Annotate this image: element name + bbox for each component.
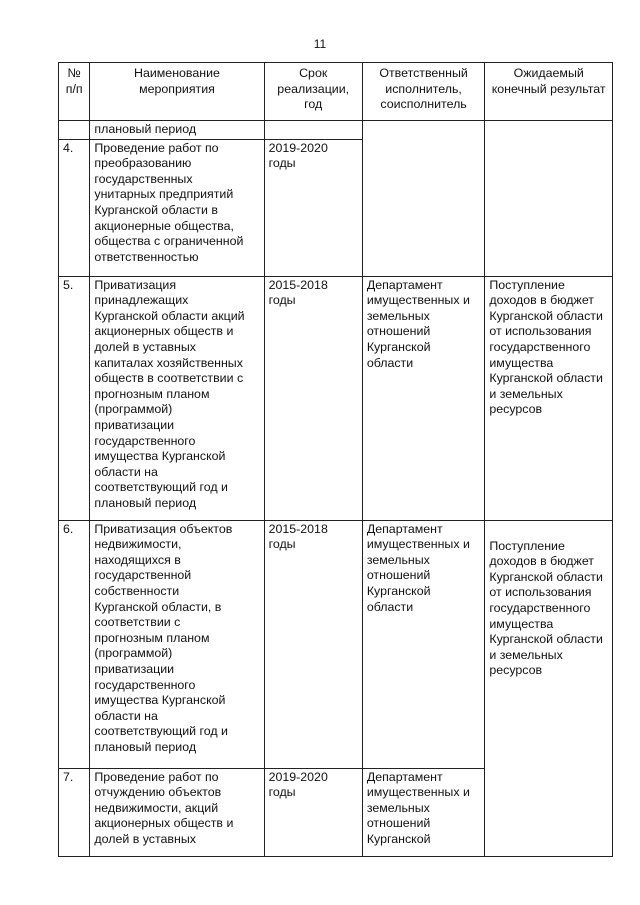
header-number: № п/п <box>59 63 90 121</box>
measures-table <box>58 62 613 857</box>
row-executor: Департамент имущественных и земельных отношений Курганской области <box>362 520 485 768</box>
row-name: Проведение работ по отчуждению объектов недвижимости, акций акционерных обществ и долей в уставных <box>90 768 264 856</box>
row-name: Приватизация объектов недвижимости, находящихся в государственной собственности Курганской области, в соответствии с прогнозным планом (программой) приватизации государственного имущества Курганской области на соответствующий год и плановый период <box>90 520 264 768</box>
table-row <box>59 520 613 768</box>
row-term: 2015-2018 годы <box>264 520 362 768</box>
row-term <box>264 121 362 140</box>
row-result: Поступление доходов в бюджет Курганской области от использования государственного имущества Курганской области и земельных ресурсов <box>485 276 613 520</box>
page-number: 11 <box>313 37 327 51</box>
table-row <box>59 121 613 140</box>
row-name: Приватизация принадлежащих Курганской области акций акционерных обществ и долей в уставных капиталах хозяйственных обществ в соответствии с прогнозным планом (программой) приватизации государственного имущества Курганской области на соответствующий год и плановый период <box>90 276 264 520</box>
row-executor: Департамент имущественных и земельных отношений Курганской области <box>362 276 485 520</box>
row-name: Проведение работ по преобразованию государственных унитарных предприятий Курганской области в акционерные общества, общества с ограниченной ответственностью <box>90 139 264 276</box>
row-number: 6. <box>59 520 90 768</box>
row-name: плановый период <box>90 121 264 140</box>
row-result: Поступление доходов в бюджет Курганской области от использования государственного имущества Курганской области и земельных ресурсов <box>485 520 613 856</box>
table-header-row <box>59 63 613 121</box>
row-number: 4. <box>59 139 90 276</box>
header-term: Срок реализации, год <box>264 63 362 121</box>
row-term: 2019-2020 годы <box>264 139 362 276</box>
row-term: 2019-2020 годы <box>264 768 362 856</box>
row-term: 2015-2018 годы <box>264 276 362 520</box>
row-executor <box>362 121 485 277</box>
row-result <box>485 121 613 277</box>
row-number <box>59 121 90 140</box>
header-executor: Ответственный исполнитель, соисполнитель <box>362 63 485 121</box>
header-name: Наименование мероприятия <box>90 63 264 121</box>
header-result: Ожидаемый конечный результат <box>485 63 613 121</box>
row-executor: Департамент имущественных и земельных отношений Курганской <box>362 768 485 856</box>
row-number: 7. <box>59 768 90 856</box>
row-number: 5. <box>59 276 90 520</box>
table-row <box>59 276 613 520</box>
